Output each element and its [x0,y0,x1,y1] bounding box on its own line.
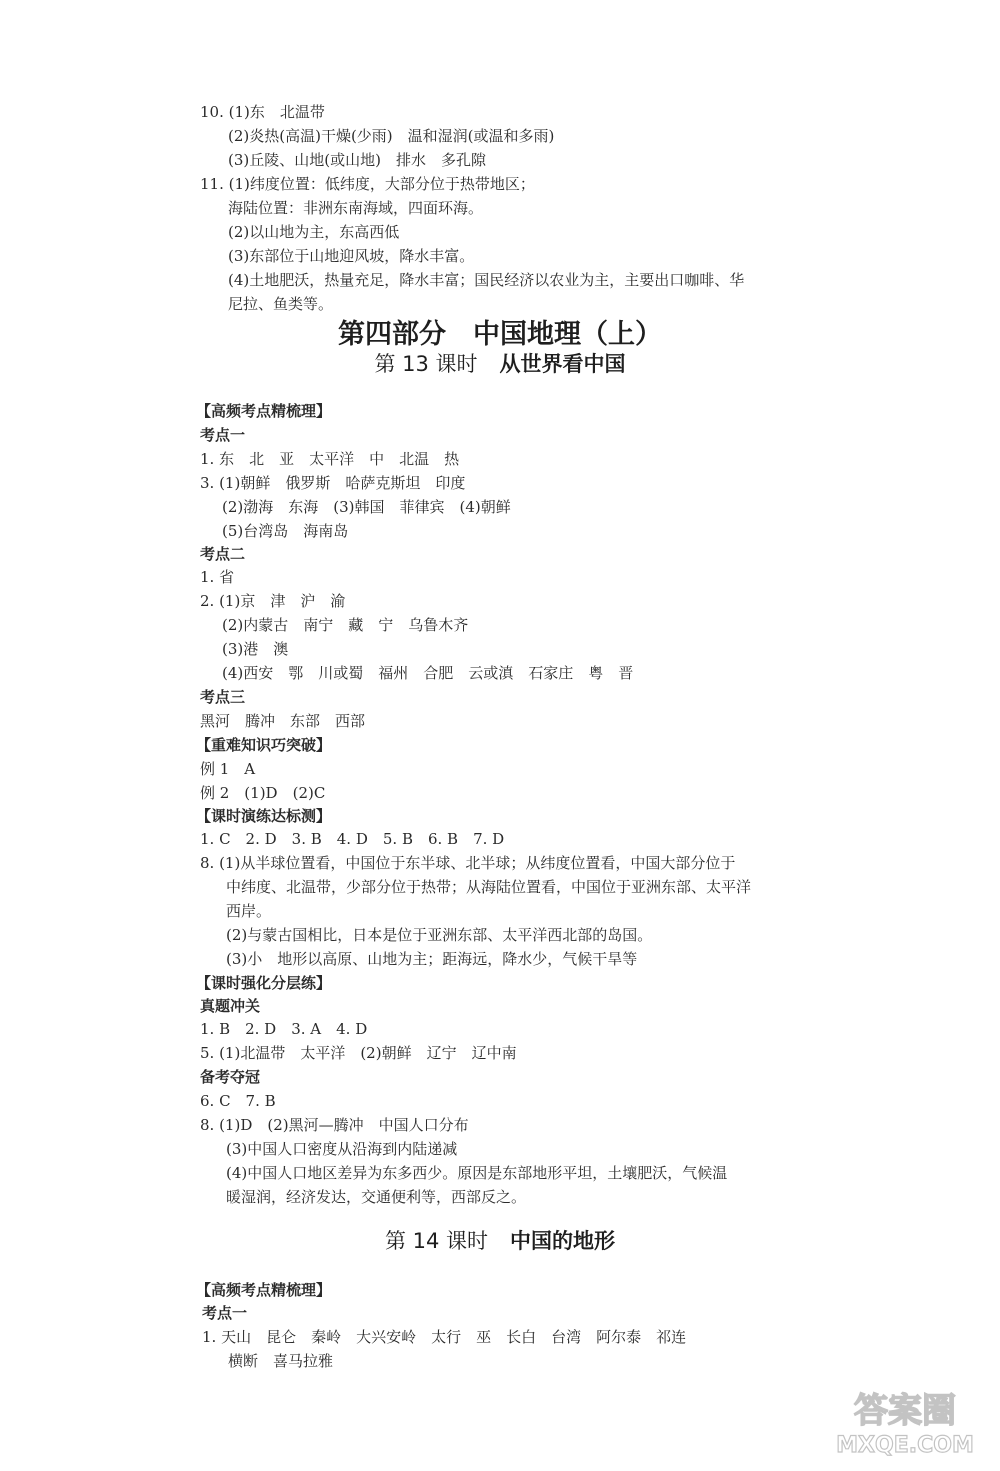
answer-line: 5. (1)北温带 太平洋 (2)朝鲜 辽宁 辽中南 [200,1044,517,1062]
answer-line: 6. C 7. B [200,1092,276,1110]
subsection-heading: 真题冲关 [200,997,261,1015]
answer-line: 黑河 腾冲 东部 西部 [200,712,366,730]
lesson-title [0,1227,1000,1255]
subsection-heading: 考点二 [200,545,246,563]
answer-line: 8. (1)D (2)黑河—腾冲 中国人口分布 [200,1116,469,1134]
answer-line: (4)中国人口地区差异为东多西少。原因是东部地形平坦，土壤肥沃，气候温 [226,1164,728,1182]
section-heading: 【课时演练达标测】 [196,807,332,825]
answer-line: (2)与蒙古国相比，日本是位于亚洲东部、太平洋西北部的岛国。 [226,926,653,944]
subsection-heading: 备考夺冠 [200,1068,261,1086]
answer-line: 1. 省 [200,568,235,586]
answer-line: 2. (1)京 津 沪 渝 [200,592,346,610]
subsection-heading: 考点一 [202,1304,248,1322]
subsection-heading: 考点一 [200,426,246,444]
section-heading: 【重难知识巧突破】 [196,736,332,754]
answer-line: 横断 喜马拉雅 [228,1352,334,1370]
answer-line: (2)内蒙古 南宁 藏 宁 乌鲁木齐 [222,616,469,634]
answer-line: (3)小 地形以高原、山地为主；距海远，降水少，气候干旱等 [226,950,638,968]
answer-line: 例 1 A [200,760,256,778]
answer-line: (2)以山地为主，东高西低 [228,223,400,241]
answer-line: 3. (1)朝鲜 俄罗斯 哈萨克斯坦 印度 [200,474,466,492]
answer-line: 1. 天山 昆仑 秦岭 大兴安岭 太行 巫 长白 台湾 阿尔泰 祁连 [202,1328,687,1346]
answer-line: 西岸。 [226,902,272,920]
answer-line: (3)港 澳 [222,640,289,658]
answer-line: 1. 东 北 亚 太平洋 中 北温 热 [200,450,460,468]
answer-line: (4)土地肥沃，热量充足，降水丰富；国民经济以农业为主，主要出口咖啡、华 [228,271,745,289]
answer-line: 11. (1)纬度位置：低纬度，大部分位于热带地区； [200,175,535,193]
answer-line: 中纬度、北温带，少部分位于热带；从海陆位置看，中国位于亚洲东部、太平洋 [226,878,752,896]
lesson-number: 第 14 课时 [384,1229,489,1253]
watermark-logo [820,1380,990,1460]
answer-line: 1. C 2. D 3. B 4. D 5. B 6. B 7. D [200,830,505,848]
watermark-top-text: 答案圈 [854,1391,956,1431]
section-heading: 【高频考点精梳理】 [196,1281,332,1299]
answer-line: (3)中国人口密度从沿海到内陆递减 [226,1140,458,1158]
lesson-name: 从世界看中国 [499,352,626,376]
answer-line: 1. B 2. D 3. A 4. D [200,1020,368,1038]
lesson-number: 第 13 课时 [374,352,478,376]
answer-line: (2)炎热(高温)干燥(少雨) 温和湿润(或温和多雨) [228,127,555,145]
lesson-title [0,350,1000,378]
answer-line: (5)台湾岛 海南岛 [222,522,349,540]
answer-line: 10. (1)东 北温带 [200,103,325,121]
answer-line: (4)西安 鄂 川或蜀 福州 合肥 云或滇 石家庄 粤 晋 [222,664,634,682]
lesson-name: 中国的地形 [510,1229,616,1253]
answer-line: (3)丘陵、山地(或山地) 排水 多孔隙 [228,151,486,169]
part-title: 第四部分 中国地理（上） [338,319,662,350]
section-heading: 【高频考点精梳理】 [196,402,332,420]
section-heading: 【课时强化分层练】 [196,974,332,992]
watermark-bottom-text: MXQE.COM [836,1433,974,1458]
answer-line: 8. (1)从半球位置看，中国位于东半球、北半球；从纬度位置看，中国大部分位于 [200,854,736,872]
answer-line: (3)东部位于山地迎风坡，降水丰富。 [228,247,475,265]
subsection-heading: 考点三 [200,688,246,706]
answer-line: 暖湿润，经济发达，交通便利等，西部反之。 [226,1188,527,1206]
answer-line: 海陆位置：非洲东南海域，四面环海。 [228,199,484,217]
answer-line: 例 2 (1)D (2)C [200,784,326,802]
answer-line: 尼拉、鱼类等。 [228,295,334,313]
answer-line: (2)渤海 东海 (3)韩国 菲律宾 (4)朝鲜 [222,498,511,516]
